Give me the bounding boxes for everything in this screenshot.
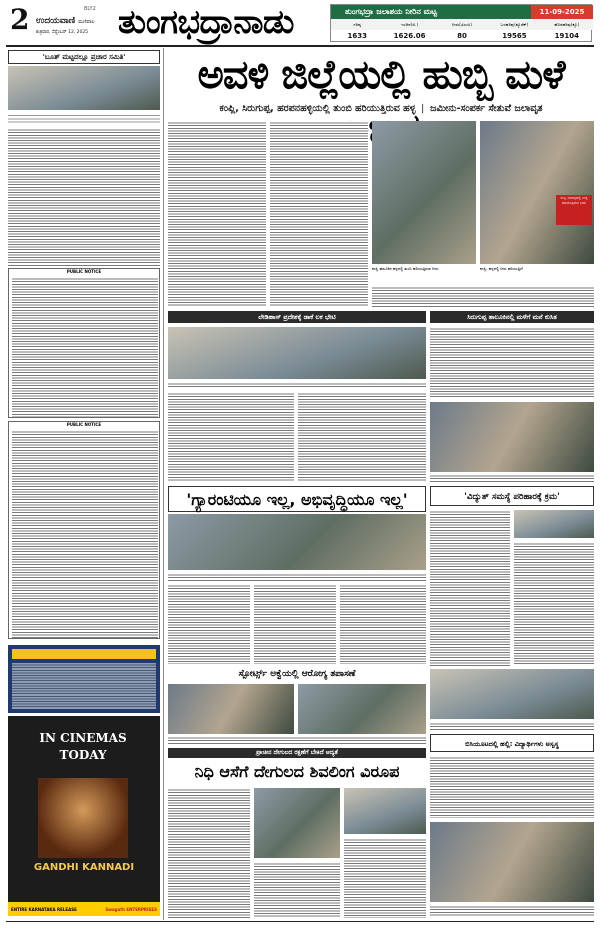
temple-body-2 — [254, 862, 340, 918]
mid-left-body-2 — [298, 392, 426, 482]
ad-sponsor: Swagath ENTERPRISES — [105, 906, 157, 912]
mid-right-body — [430, 327, 594, 399]
main-subheadline: ಕಂಪ್ಲಿ, ಸಿರುಗುಪ್ಪ, ಹರಪನಹಳ್ಳಿಯಲ್ಲಿ ತುಂಬಿ ಹರಿಯುತ್ತಿರುವ ಹಳ್ಳ ❘ ಜಮೀನು-ಸಂಪರ್ಕ ಸೇತುವೆ ಜಲಾವೃತ — [219, 103, 543, 114]
notice-2-body — [12, 430, 158, 638]
footer-rule — [6, 921, 594, 922]
section-title: ತುಂಗಭದ್ರಾನಾಡು — [118, 2, 294, 41]
ad-footer-text: ENTIRE KARNATAKA RELEASE — [11, 906, 77, 912]
side-body-2 — [514, 542, 594, 666]
sports-headline: ಸ್ಪೋರ್ಟ್ಸ್ ಅಕ್ವೆಯಲ್ಲಿ ಆರೋಗ್ಯ ತಪಾಸಣೆ — [238, 669, 356, 679]
dam-value-row — [331, 30, 593, 42]
temple-headline: ನಿಧಿ ಆಸೆಗೆ ದೇಗುಲದ ಶಿವಲಿಂಗ ವಿರೂಪ — [194, 762, 400, 781]
ad-cinema-banner: IN CINEMAS TODAY — [39, 731, 127, 762]
main-photo-caption-right: ಕಂಪ್ಲಿ: ಹಳ್ಳದಲ್ಲಿ ನೀರು ಹರಿಯುತ್ತಿದೆ — [480, 266, 523, 271]
ad-listing-strip — [12, 649, 156, 659]
side-headline: 'ವಿದ್ಯುತ್ ಸಮಸ್ಯೆ ಪರಿಹಾರಕ್ಕೆ ಕ್ರಮ' — [430, 486, 594, 506]
brand-name — [36, 16, 126, 28]
dam-date: 11-09-2025 — [531, 5, 593, 19]
notice-1-title: PUBLIC NOTICE — [9, 269, 159, 275]
lower-right-headline: ಬಿಸಿಯೂಟದಲ್ಲಿ ಹಲ್ಲಿ: ವಿದ್ಯಾರ್ಥಿಗಳು ಅಸ್ವಸ್ಥ — [430, 734, 594, 752]
dam-header-3: ಒಳಹರಿವು(ಕ್ಯೂಸೆಕ್) — [500, 22, 529, 27]
lower-right-photo-2 — [430, 822, 594, 902]
main-headline: ಅವಳಿ ಜಿಲ್ಲೆಯಲ್ಲಿ ಹುಬ್ಬಿ ಮಳೆ — [197, 52, 565, 98]
temple-kicker: ಪ್ರಾಚೀನ ದೇಗುಲದ ರಕ್ಷಣೆಗೆ ಬೇಕಿದೆ ಆದ್ಯತೆ — [168, 748, 426, 758]
left-top-headline: 'ಬೂತ್ ಮಟ್ಟದಲ್ಲೂ ಪ್ರಚಾರ ಸಮಿತಿ' — [8, 50, 160, 64]
ad-film-title: GANDHI KANNADI — [33, 862, 135, 873]
public-notice-2 — [8, 421, 160, 639]
dam-value-3: 19565 — [502, 32, 527, 40]
side-portrait — [514, 510, 594, 538]
main-story-photo-left — [372, 121, 476, 264]
sports-photo-1 — [168, 684, 294, 734]
temple-body-3 — [344, 838, 426, 918]
mid-left-photo — [168, 327, 426, 379]
temple-body-1 — [168, 788, 250, 918]
ad-film-poster — [8, 716, 160, 916]
lower-right-body — [430, 756, 594, 818]
temple-photo — [254, 788, 340, 858]
mid-right-headline: ಸಿರುಗುಪ್ಪ ತಾಲೂಕಿನಲ್ಲಿ ಮಳೆಗೆ ಮನೆ ಕುಸಿತ — [430, 311, 594, 323]
main-story-body-2 — [270, 121, 368, 307]
sports-photo-2 — [298, 684, 426, 734]
left-column-divider — [163, 48, 164, 920]
edition-code: BLY2 — [84, 6, 96, 12]
left-top-caption — [8, 113, 160, 125]
banner-body-1 — [168, 584, 250, 664]
ad-cinema-listing — [8, 645, 160, 713]
dam-title: ತುಂಗಭದ್ರಾ ಜಲಾಶಯ ನೀರಿನ ಮಟ್ಟ — [331, 5, 531, 19]
page-number: 2 — [10, 3, 30, 36]
sports-caption — [168, 736, 426, 744]
dam-value-0: 1633 — [347, 32, 367, 40]
public-notice-1 — [8, 268, 160, 418]
mid-right-photo — [430, 402, 594, 472]
mid-left-headline: ಲೇಡಿಹಾಸ್ ಪ್ರದೇಶಕ್ಕೆ ಡಾಕೆ ಲಕ ಭೇಟಿ — [168, 311, 426, 323]
banner-caption — [168, 573, 426, 581]
temple-portrait — [344, 788, 426, 834]
masthead-rule — [6, 45, 594, 47]
ad-listing-body — [12, 663, 156, 709]
notice-2-title: PUBLIC NOTICE — [9, 422, 159, 428]
lower-right-caption-2 — [430, 905, 594, 917]
ad-poster-figure — [38, 778, 128, 858]
date-line: ಶುಕ್ರವಾರ, ಸೆಪ್ಟೆಂಬರ್ 12, 2025 — [36, 30, 89, 35]
dam-header-4: ಹೊರಹರಿವು(ಕ್ಯೂ) — [554, 22, 580, 27]
lower-right-caption — [430, 722, 594, 730]
dam-value-4: 19104 — [554, 32, 579, 40]
banner-photo — [168, 514, 426, 570]
main-photo-caption-left: ಕಂಪ್ಲಿ ತಾಲೂಕಿನ ಹಳ್ಳದಲ್ಲಿ ತುಂಬಿ ಹರಿಯುತ್ತಿರುವ ನೀರು — [372, 266, 439, 271]
mid-left-body-1 — [168, 392, 294, 482]
main-story-body-3 — [372, 286, 594, 307]
main-story-body-1 — [168, 121, 266, 307]
banner-body-3 — [340, 584, 426, 664]
main-photo-tag: ಕಂಪ್ಲಿ ನರಿಹಳ್ಳದಲ್ಲಿ ಉಕ್ಕಿ ಹರಿಯುತ್ತಿರುವ ನೀರು — [556, 195, 592, 225]
dam-header-row — [331, 19, 593, 30]
main-story-photo-right — [480, 121, 594, 264]
left-top-photo — [8, 66, 160, 110]
notice-1-body — [12, 277, 158, 417]
lower-right-photo — [430, 669, 594, 719]
dam-value-2: 80 — [457, 32, 467, 40]
dam-header-2: ನೀರು(ಟಿಎಂಸಿ) — [452, 22, 472, 27]
ad-footer-strip — [8, 902, 160, 916]
mid-left-caption — [168, 382, 426, 388]
left-top-body — [8, 128, 160, 266]
dam-level-box — [330, 4, 592, 42]
mid-right-caption — [430, 474, 594, 482]
banner-headline: 'ಗ್ಯಾರಂಟಿಯೂ ಇಲ್ಲ, ಅಭಿವೃದ್ಧಿಯೂ ಇಲ್ಲ' — [168, 486, 426, 512]
brand-label: ಉದಯವಾಣಿ — [36, 16, 76, 26]
dam-value-1: 1626.06 — [393, 32, 426, 40]
brand-tag: ಮಣಿಪಾಲ — [78, 19, 95, 25]
side-body-1 — [430, 510, 510, 666]
dam-header-1: ಇಂದಿನ(ಅ.) — [401, 22, 419, 27]
dam-header-0: ಗರಿಷ್ಠ — [353, 22, 361, 27]
banner-body-2 — [254, 584, 336, 664]
